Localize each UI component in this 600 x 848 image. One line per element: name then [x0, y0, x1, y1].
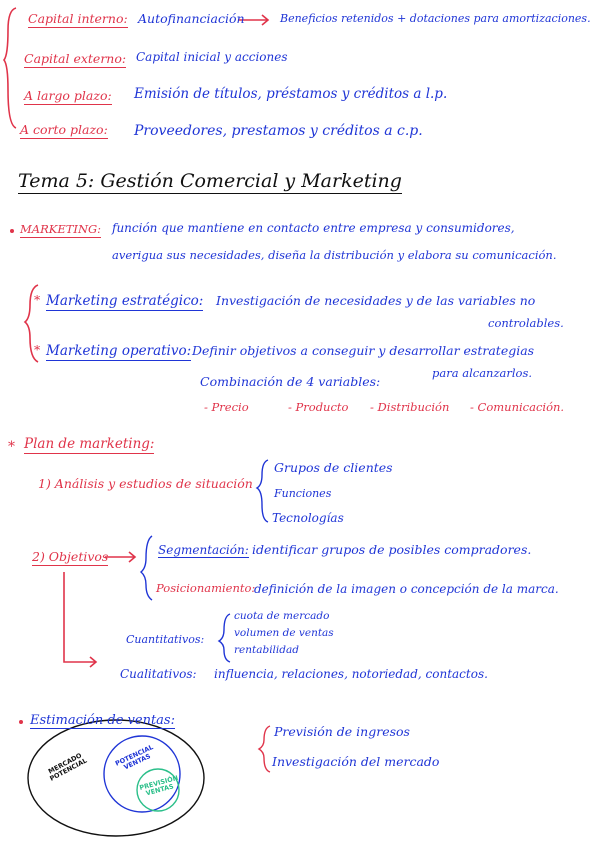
cuantitativos-item-volumen: volumen de ventas: [234, 627, 334, 639]
brace-estimacion: [259, 726, 270, 772]
posicionamiento-label: Posicionamiento:: [156, 581, 256, 595]
estimacion-title: Estimación de ventas:: [30, 713, 175, 728]
brace-cuantitativos: [219, 614, 230, 662]
capital-externo-label: Capital externo:: [24, 51, 127, 66]
asterisk-icon: *: [8, 439, 15, 455]
segmentacion-label: Segmentación:: [158, 543, 249, 557]
marketing-operativo-label: Marketing operativo:: [46, 343, 192, 359]
analisis-item-funciones: Funciones: [274, 487, 332, 500]
analisis-item-grupos: Grupos de clientes: [274, 460, 393, 475]
brace-capital: [4, 8, 16, 128]
cuantitativos-label: Cuantitativos:: [126, 633, 205, 646]
capital-interno-text: Autofinanciación: [138, 11, 245, 26]
marketing-operativo-text2: para alcanzarlos.: [432, 366, 533, 380]
estimacion-item-investigacion: Investigación del mercado: [272, 754, 440, 769]
asterisk-icon: *: [34, 292, 41, 307]
arrow-objetivos-down: [64, 572, 96, 667]
posicionamiento-text: definición de la imagen o concepción de la marca.: [254, 582, 559, 596]
cuantitativos-item-cuota: cuota de mercado: [234, 610, 330, 622]
asterisk-icon: *: [34, 342, 41, 357]
cualitativos-text: influencia, relaciones, notoriedad, contactos.: [214, 667, 488, 681]
capital-interno-label: Capital interno:: [28, 11, 128, 26]
analisis-label: 1) Análisis y estudios de situación: [38, 476, 253, 491]
marketing-operativo-text: Definir objetivos a conseguir y desarrollar estrategias: [192, 343, 535, 358]
bullet-marketing: [10, 229, 14, 233]
capital-interno-result: Beneficios retenidos + dotaciones para amortizaciones.: [280, 12, 591, 25]
bullet-estimacion: [19, 720, 23, 724]
objetivos-label: 2) Objetivos: [32, 549, 109, 564]
plan-title: Plan de marketing:: [24, 436, 155, 452]
venn-inner-label: PREVISIÓN VENTAS: [138, 773, 179, 798]
cualitativos-label: Cualitativos:: [120, 667, 197, 681]
marketing-def-line2: averigua sus necesidades, diseña la distribución y elabora su comunicación.: [112, 248, 557, 262]
largo-plazo-label: A largo plazo:: [24, 88, 112, 103]
cuantitativos-item-rentabilidad: rentabilidad: [234, 644, 299, 656]
marketing-estrategico-label: Marketing estratégico:: [46, 293, 204, 309]
marketing-def-line1: función que mantiene en contacto entre empresa y consumidores,: [112, 221, 515, 235]
corto-plazo-label: A corto plazo:: [20, 122, 108, 137]
estimacion-item-prevision: Previsión de ingresos: [274, 724, 410, 739]
tema-title: Tema 5: Gestión Comercial y Marketing: [18, 170, 402, 192]
marketing-estrategico-text: Investigación de necesidades y de las variables no: [216, 293, 536, 308]
capital-externo-text: Capital inicial y acciones: [136, 50, 288, 64]
marketing-label: MARKETING:: [20, 222, 102, 236]
variable-precio: - Precio: [204, 400, 249, 414]
variable-producto: - Producto: [288, 400, 349, 414]
combinacion-label: Combinación de 4 variables:: [200, 374, 381, 389]
venn-outer-label: MERCADO POTENCIAL: [46, 751, 89, 783]
segmentacion-text: identificar grupos de posibles compradores.: [252, 542, 532, 557]
venn-middle-label: POTENCIAL VENTAS: [113, 743, 155, 772]
variable-comunicacion: - Comunicación.: [470, 400, 565, 414]
variable-distribucion: - Distribución: [370, 400, 450, 414]
brace-objetivos: [141, 536, 152, 600]
brace-analisis: [257, 460, 268, 522]
corto-plazo-text: Proveedores, prestamos y créditos a c.p.: [134, 123, 423, 139]
arrow-objetivos: [105, 552, 135, 562]
marketing-estrategico-text2: controlables.: [488, 316, 564, 330]
analisis-item-tecnologias: Tecnologías: [272, 511, 344, 525]
largo-plazo-text: Emisión de títulos, préstamos y créditos a l.p.: [134, 86, 448, 102]
